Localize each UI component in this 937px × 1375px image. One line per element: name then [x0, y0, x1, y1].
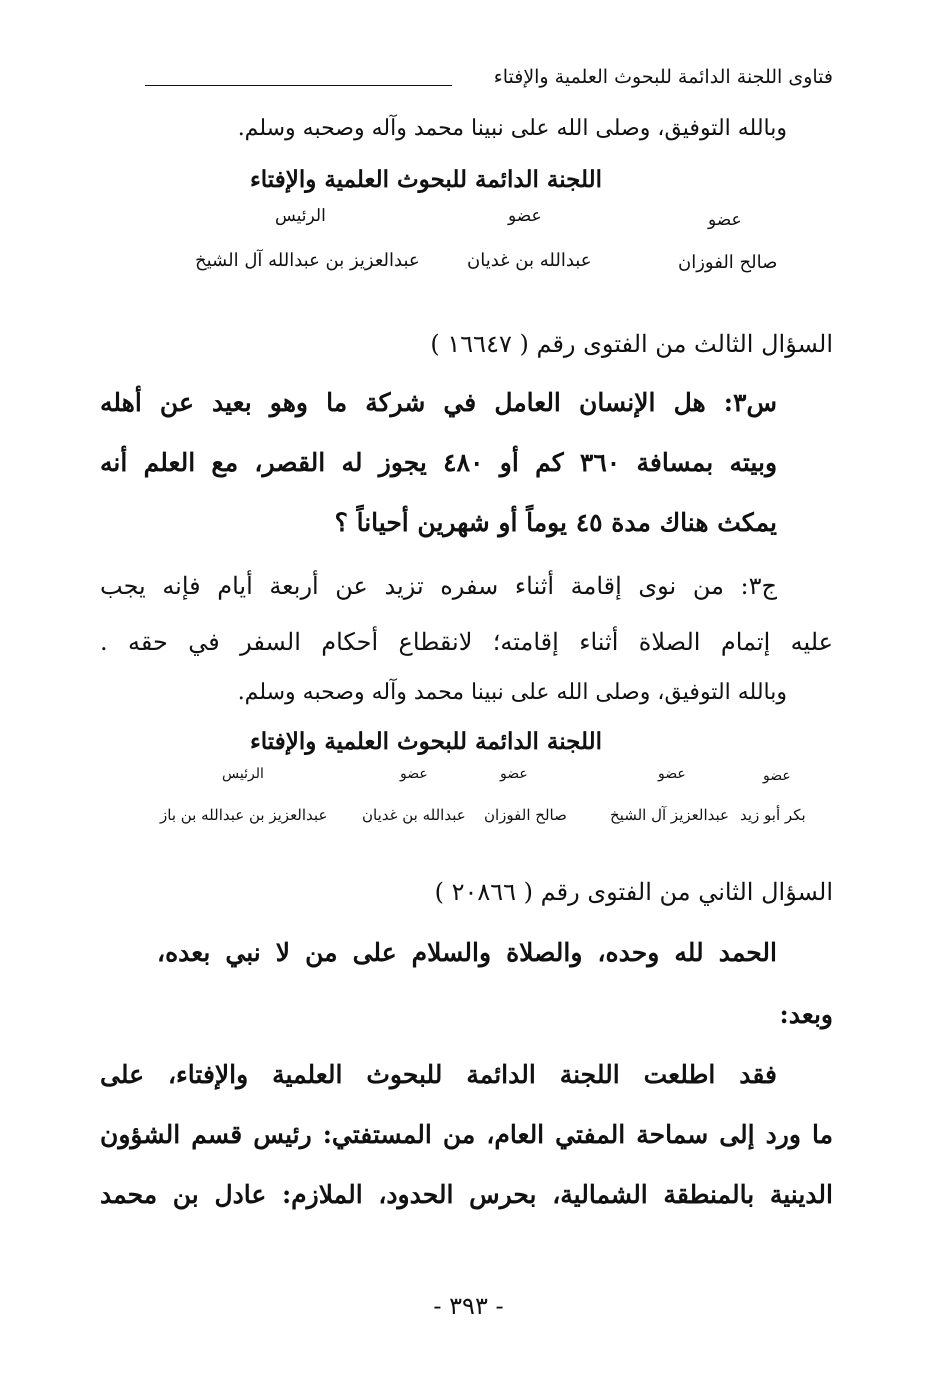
- signatory-name: عبدالعزيز آل الشيخ: [610, 806, 729, 824]
- question-line: يمكث هناك مدة ٤٥ يوماً أو شهرين أحياناً ؟: [334, 508, 777, 537]
- signatory-title: عضو: [400, 766, 428, 782]
- signatory-title: الرئيس: [275, 206, 326, 226]
- signatory-name: عبدالعزيز بن عبدالله بن باز: [160, 806, 328, 824]
- signatory-name: صالح الفوزان: [678, 252, 778, 273]
- body-line: الدينية بالمنطقة الشمالية، بحرس الحدود، الملازم: عادل بن محمد: [100, 1180, 833, 1209]
- closing-formula: وبالله التوفيق، وصلى الله على نبينا محمد وآله وصحبه وسلم.: [237, 680, 787, 705]
- answer-line: ج٣: من نوى إقامة أثناء سفره تزيد عن أربعة أيام فإنه يجب: [100, 572, 777, 600]
- body-line: فقد اطلعت اللجنة الدائمة للبحوث العلمية والإفتاء، على: [100, 1060, 778, 1089]
- page-number: - ٣٩٣ -: [433, 1292, 504, 1320]
- signatory-title: عضو: [500, 766, 528, 782]
- answer-line: عليه إتمام الصلاة أثناء إقامته؛ لانقطاع أحكام السفر في حقه .: [100, 628, 833, 656]
- committee-name: اللجنة الدائمة للبحوث العلمية والإفتاء: [249, 166, 603, 193]
- running-header-title: فتاوى اللجنة الدائمة للبحوث العلمية والإفتاء: [493, 66, 833, 88]
- fatwa-heading: السؤال الثاني من الفتوى رقم ( ٢٠٨٦٦ ): [434, 878, 833, 906]
- closing-formula: وبالله التوفيق، وصلى الله على نبينا محمد وآله وصحبه وسلم.: [237, 116, 787, 141]
- question-line: س٣: هل الإنسان العامل في شركة ما وهو بعيد عن أهله: [100, 388, 777, 417]
- signatory-name: عبدالله بن غديان: [362, 806, 466, 824]
- header-rule: [145, 85, 452, 86]
- signatory-name: بكر أبو زيد: [740, 806, 806, 824]
- signatory-title: الرئيس: [222, 766, 264, 782]
- fatwa-heading: السؤال الثالث من الفتوى رقم ( ١٦٦٤٧ ): [430, 330, 833, 358]
- body-line: ما ورد إلى سماحة المفتي العام، من المستفتي: رئيس قسم الشؤون: [100, 1120, 833, 1149]
- signatory-title: عضو: [508, 206, 542, 226]
- question-line: وبيته بمسافة ٣٦٠ كم أو ٤٨٠ يجوز له القصر، مع العلم أنه: [100, 448, 778, 477]
- signatory-title: عضو: [708, 210, 742, 230]
- signatory-name: عبدالعزيز بن عبدالله آل الشيخ: [195, 250, 420, 271]
- signatory-name: صالح الفوزان: [484, 806, 567, 824]
- signatory-title: عضو: [658, 766, 686, 782]
- body-line: الحمد لله وحده، والصلاة والسلام على من لا نبي بعده،: [157, 938, 777, 967]
- signatory-name: عبدالله بن غديان: [467, 250, 592, 271]
- committee-name: اللجنة الدائمة للبحوث العلمية والإفتاء: [249, 728, 603, 755]
- body-line: وبعد:: [779, 1000, 833, 1029]
- signatory-title: عضو: [763, 768, 791, 784]
